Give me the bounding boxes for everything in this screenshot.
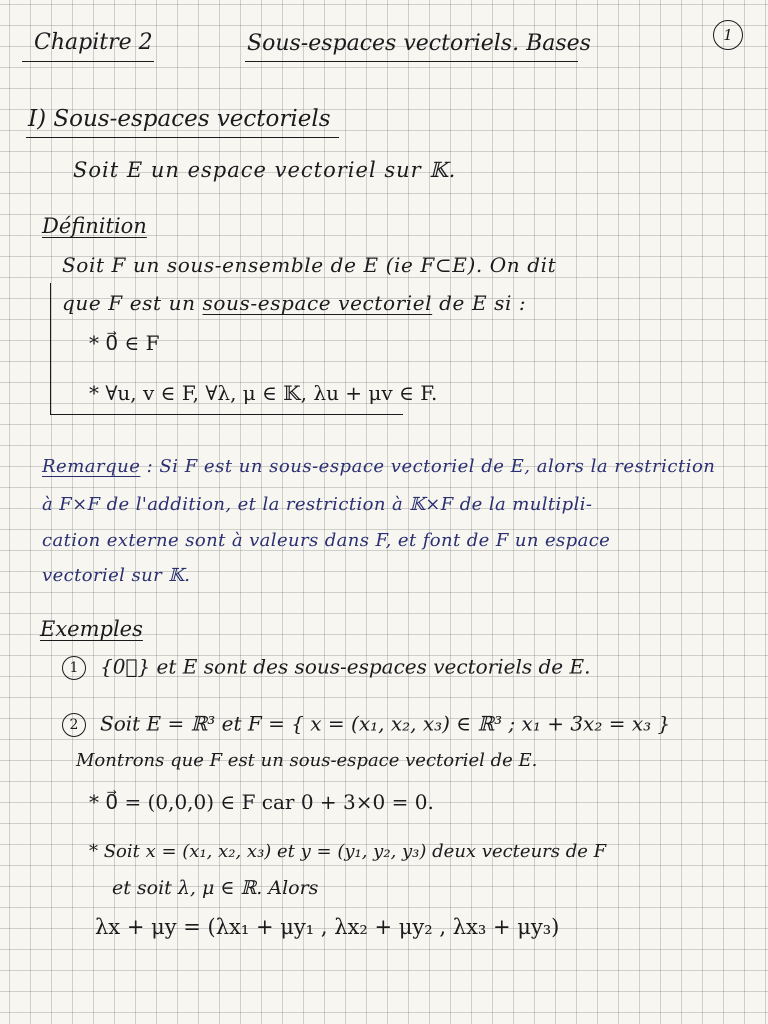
definition-line2-suffix: de E si : — [439, 291, 527, 315]
definition-box-left-border — [50, 283, 51, 414]
example-2-line4: * Soit x = (x₁, x₂, x₃) et y = (y₁, y₂, y₃) deux vecteurs de F — [89, 841, 607, 862]
example-1-text: {0⃗} et E sont des sous-espaces vectoriels de E. — [100, 654, 591, 679]
chapter-label: Chapitre 2 — [34, 30, 153, 55]
section-heading-underline — [26, 137, 339, 138]
definition-line1: Soit F un sous-ensemble de E (ie F⊂E). On dit — [62, 253, 557, 277]
page-number: 1 — [713, 20, 743, 50]
remark-line1 — [42, 458, 715, 476]
remark-line2: à F×F de l'addition, et la restriction à 𝕂×F de la multipli- — [42, 494, 593, 515]
chapter-title: Sous-espaces vectoriels. Bases — [247, 31, 591, 56]
definition-condition-2: * ∀u, v ∈ F, ∀λ, μ ∈ 𝕂, λu + μv ∈ F. — [89, 381, 438, 405]
example-2-statement: Soit E = ℝ³ et F = { x = (x₁, x₂, x₃) ∈ ℝ³ ; x₁ + 3x₂ = x₃ } — [100, 711, 671, 736]
chapter-underline — [22, 61, 154, 62]
remark-line1-text: : Si F est un sous-espace vectoriel de E, alors la restriction — [146, 456, 716, 477]
example-2-line6: λx + μy = (λx₁ + μy₁ , λx₂ + μy₂ , λx₃ + μy₃) — [95, 915, 560, 939]
remark-label: Remarque — [42, 456, 141, 477]
definition-box-bottom-border — [50, 414, 403, 415]
example-1-number: 1 — [62, 656, 86, 680]
remark-line3: cation externe sont à valeurs dans F, et font de F un espace — [42, 530, 611, 551]
definition-line2-prefix: que F est un — [62, 291, 196, 315]
example-2-line2: Montrons que F est un sous-espace vectoriel de E. — [76, 750, 538, 771]
examples-label: Exemples — [40, 617, 143, 641]
section-heading: I) Sous-espaces vectoriels — [28, 106, 331, 132]
remark-line4: vectoriel sur 𝕂. — [42, 565, 191, 586]
definition-line2 — [62, 293, 526, 313]
definition-term: sous-espace vectoriel — [202, 291, 433, 315]
section-intro: Soit E un espace vectoriel sur 𝕂. — [73, 158, 457, 182]
example-2-line3: * 0⃗ = (0,0,0) ∈ F car 0 + 3×0 = 0. — [89, 790, 434, 814]
example-1 — [62, 656, 590, 680]
title-underline — [245, 61, 578, 62]
example-2-number: 2 — [62, 713, 86, 737]
definition-label: Définition — [42, 214, 147, 238]
example-2-line5: et soit λ, μ ∈ ℝ. Alors — [112, 877, 319, 899]
example-2-line1 — [62, 713, 670, 737]
definition-condition-1: * 0⃗ ∈ F — [89, 331, 160, 355]
